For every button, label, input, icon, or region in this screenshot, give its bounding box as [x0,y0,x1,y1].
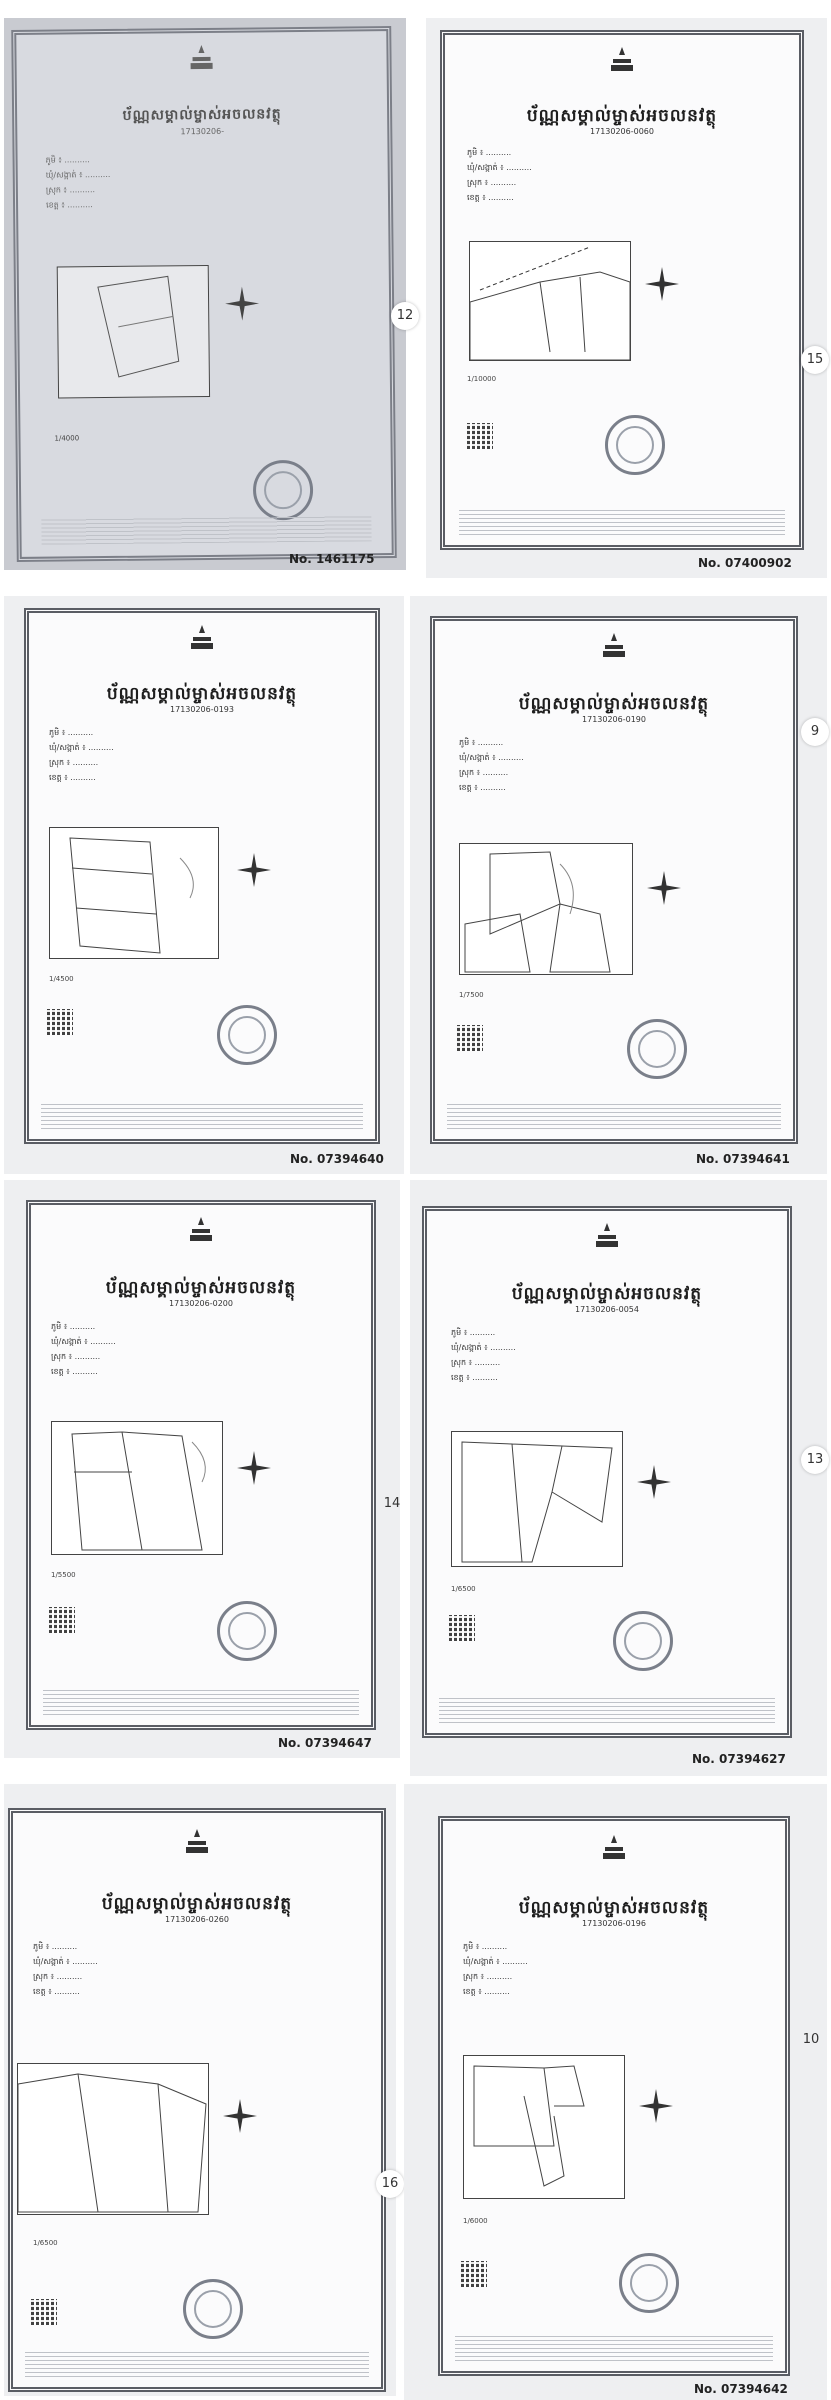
qr-code [31,2299,57,2325]
qr-code [467,423,493,449]
map-scale: 1/5500 [51,1571,76,1579]
serial-number: No. 07394627 [692,1752,786,1766]
official-seal [253,460,314,521]
royal-emblem-icon [605,45,639,75]
scan-page-2 [426,18,827,578]
certificate-number: 17130206-0060 [590,127,654,136]
certificate-7: ប័ណ្ណសម្គាល់ម្ចាស់អចលនវត្ថុ 17130206-0260 ភូមិ ៖ .......... ឃុំ/សង្កាត់ ៖ .......... ស្រុក ៖ .......... ខេត្ត ៖ .......... 1/6500 [8,1808,386,2392]
scan-page-1 [4,18,406,570]
map-scale: 1/6500 [451,1585,476,1593]
map-scale: 1/6000 [463,2217,488,2225]
qr-code [449,1615,475,1641]
scan-page-6 [410,1180,827,1776]
serial-number: No. 07394642 [694,2382,788,2396]
page-number-badge: 16 [376,2170,404,2198]
official-seal [183,2279,243,2339]
certificate-5: ប័ណ្ណសម្គាល់ម្ចាស់អចលនវត្ថុ 17130206-0200 ភូមិ ៖ .......... ឃុំ/សង្កាត់ ៖ .......... ស្រុក ៖ .......... ខេត្ត ៖ .......... 1/5500 [26,1200,376,1730]
compass-icon [237,1451,271,1485]
certificate-4: ប័ណ្ណសម្គាល់ម្ចាស់អចលនវត្ថុ 17130206-0190 ភូមិ ៖ .......... ឃុំ/សង្កាត់ ៖ .......... ស្រុក ៖ .......... ខេត្ត ៖ .......... 1/7500 [430,616,798,1144]
serial-number: No. 1461175 [289,552,375,566]
official-seal [619,2253,679,2313]
map-scale: 1/7500 [459,991,484,999]
serial-number: No. 07400902 [698,556,792,570]
scan-page-5 [4,1180,400,1758]
page-number-badge: 13 [801,1446,829,1474]
certificate-number: 17130206-0054 [575,1305,639,1314]
certificate-2: ប័ណ្ណសម្គាល់ម្ចាស់អចលនវត្ថុ 17130206-0060 ភូមិ ៖ .......... ឃុំ/សង្កាត់ ៖ .......... ស្រុក ៖ .......... ខេត្ត ៖ .......... 1/10000 [440,30,804,550]
map-scale: 1/4000 [54,434,80,443]
serial-number: No. 07394641 [696,1152,790,1166]
official-seal [217,1601,277,1661]
qr-code [457,1025,483,1051]
map-scale: 1/10000 [467,375,497,383]
qr-code [461,2261,487,2287]
serial-number: No. 07394647 [278,1736,372,1750]
certificate-number: 17130206-0193 [170,705,234,714]
certificate-8: ប័ណ្ណសម្គាល់ម្ចាស់អចលនវត្ថុ 17130206-0196 ភូមិ ៖ .......... ឃុំ/សង្កាត់ ៖ .......... ស្រុក ៖ .......... ខេត្ត ៖ .......... 1/6000 [438,1816,790,2376]
parcel-map [49,827,219,959]
page-number-badge: 9 [801,718,829,746]
official-seal [605,415,665,475]
certificate-number: 17130206- [180,126,225,137]
compass-icon [237,853,271,887]
parcel-map [17,2063,209,2215]
parcel-map [463,2055,625,2199]
scan-page-7 [4,1784,396,2396]
royal-emblem-icon [185,623,219,653]
certificate-6: ប័ណ្ណសម្គាល់ម្ចាស់អចលនវត្ថុ 17130206-0054 ភូមិ ៖ .......... ឃុំ/សង្កាត់ ៖ .......... ស្រុក ៖ .......... ខេត្ត ៖ .......... 1/6500 [422,1206,792,1738]
certificate-number: 17130206-0196 [582,1919,646,1928]
compass-icon [223,2099,257,2133]
compass-icon [645,267,679,301]
map-scale: 1/4500 [49,975,74,983]
certificate-number: 17130206-0260 [165,1915,229,1924]
compass-icon [637,1465,671,1499]
compass-icon [225,286,259,320]
royal-emblem-icon [590,1221,624,1251]
page-number-badge: 10 [802,2032,820,2047]
parcel-map [57,265,210,399]
scan-page-3 [4,596,404,1174]
official-seal [217,1005,277,1065]
page-number-badge: 14 [383,1496,401,1511]
parcel-map [469,241,631,361]
parcel-map [51,1421,223,1555]
serial-number: No. 07394640 [290,1152,384,1166]
royal-emblem-icon [597,631,631,661]
page-number-badge: 12 [391,302,419,330]
page-number-badge: 15 [801,346,829,374]
scan-page-4 [410,596,827,1174]
certificate-number: 17130206-0190 [582,715,646,724]
compass-icon [639,2089,673,2123]
royal-emblem-icon [597,1833,631,1863]
parcel-map [459,843,633,975]
official-seal [613,1611,673,1671]
qr-code [49,1607,75,1633]
qr-code [47,1009,73,1035]
parcel-map [451,1431,623,1567]
certificate-1: ប័ណ្ណសម្គាល់ម្ចាស់អចលនវត្ថុ 17130206- ភូមិ ៖ .......... ឃុំ/សង្កាត់ ៖ .......... ស្រុក ៖ .......... ខេត្ត ៖ .......... 1/4000 [11,26,397,562]
royal-emblem-icon [184,1215,218,1245]
certificate-3: ប័ណ្ណសម្គាល់ម្ចាស់អចលនវត្ថុ 17130206-0193 ភូមិ ៖ .......... ឃុំ/សង្កាត់ ៖ .......... ស្រុក ៖ .......... ខេត្ត ៖ .......... 1/4500 [24,608,380,1144]
royal-emblem-icon [180,1827,214,1857]
certificate-number: 17130206-0200 [169,1299,233,1308]
map-scale: 1/6500 [33,2239,58,2247]
royal-emblem-icon [184,43,218,73]
scan-page-8 [404,1784,827,2400]
compass-icon [647,871,681,905]
official-seal [627,1019,687,1079]
